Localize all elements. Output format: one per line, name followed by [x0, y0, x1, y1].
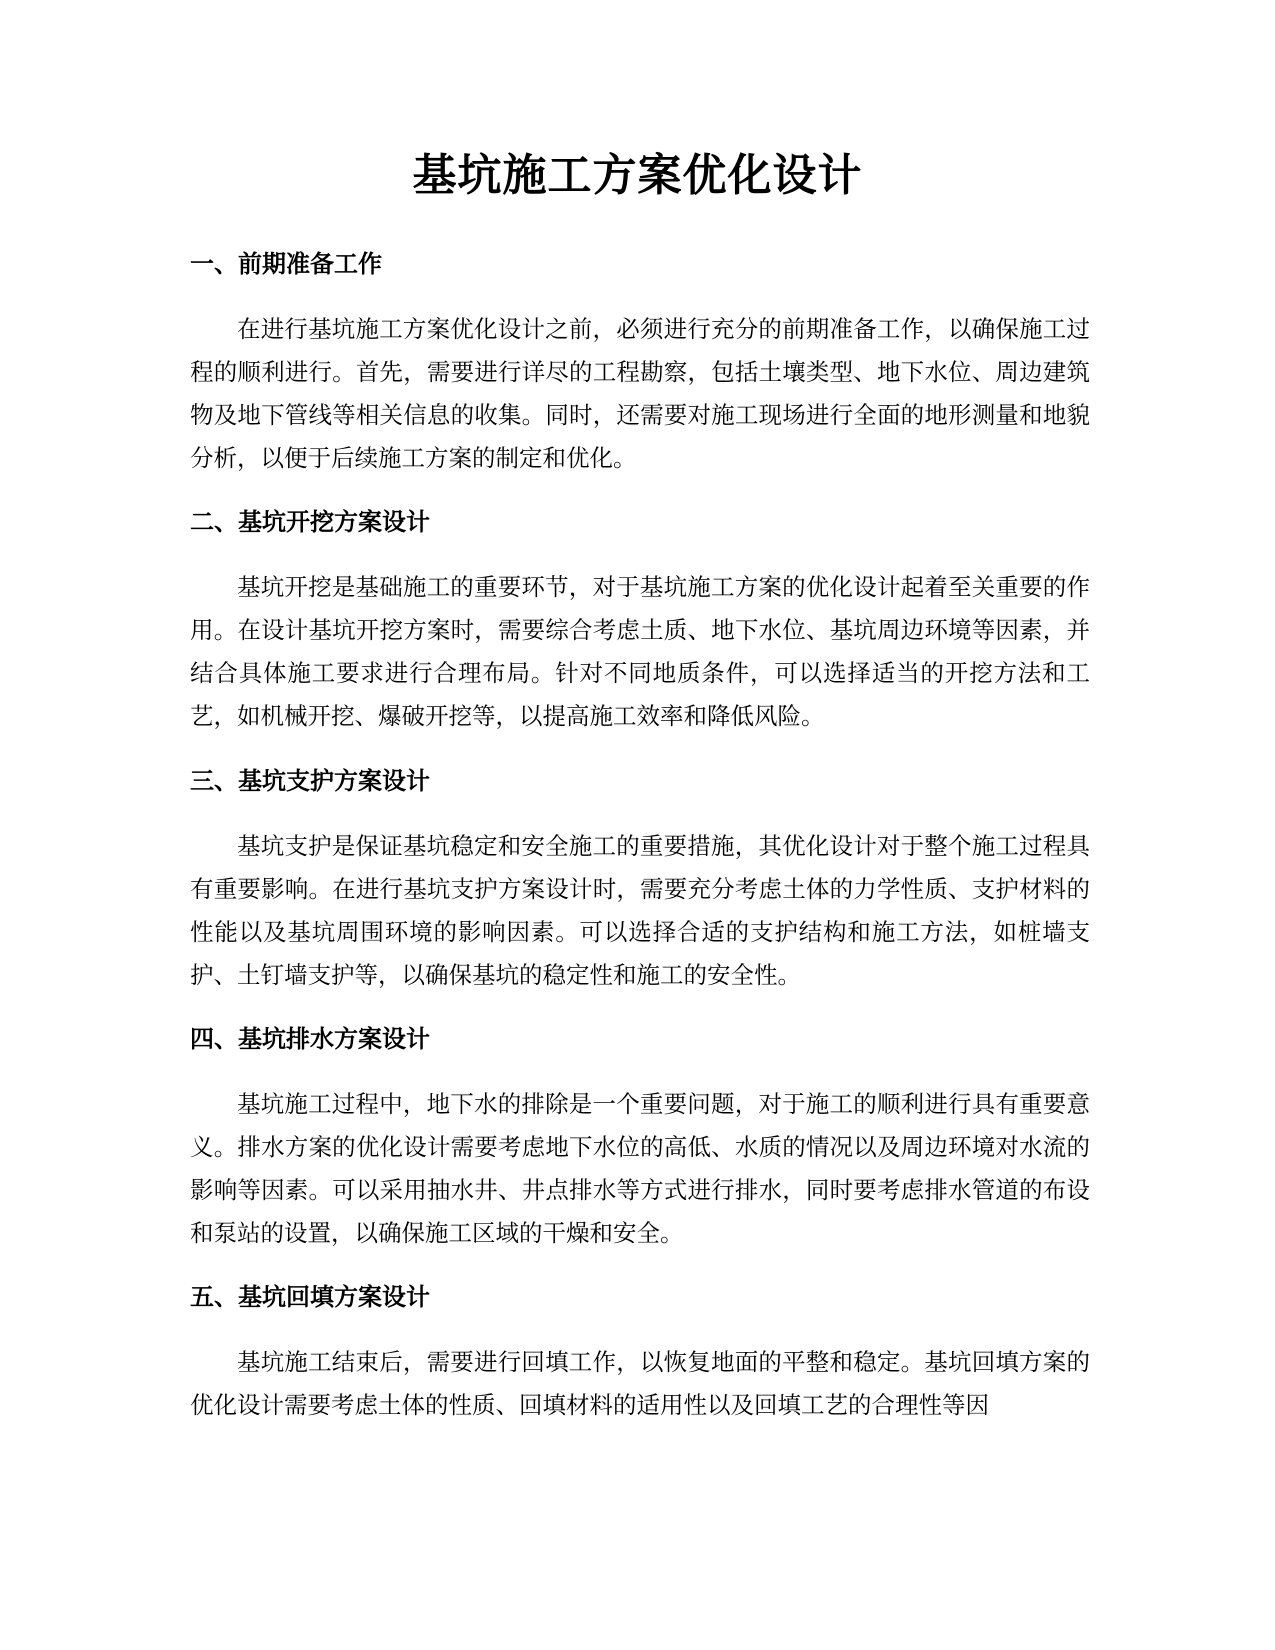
section-preparation	[190, 248, 1090, 480]
section-paragraph: 基坑开挖是基础施工的重要环节，对于基坑施工方案的优化设计起着至关重要的作用。在设计基坑开挖方案时，需要综合考虑土质、地下水位、基坑周边环境等因素，并结合具体施工要求进行合理布局。针对不同地质条件，可以选择适当的开挖方法和工艺，如机械开挖、爆破开挖等，以提高施工效率和降低风险。	[190, 573, 1090, 730]
section-paragraph: 在进行基坑施工方案优化设计之前，必须进行充分的前期准备工作，以确保施工过程的顺利进行。首先，需要进行详尽的工程勘察，包括土壤类型、地下水位、周边建筑物及地下管线等相关信息的收集。同时，还需要对施工现场进行全面的地形测量和地貌分析，以便于后续施工方案的制定和优化。	[190, 315, 1090, 472]
section-paragraph: 基坑支护是保证基坑稳定和安全施工的重要措施，其优化设计对于整个施工过程具有重要影响。在进行基坑支护方案设计时，需要充分考虑土体的力学性质、支护材料的性能以及基坑周围环境的影响因素。可以选择合适的支护结构和施工方法，如桩墙支护、土钉墙支护等，以确保基坑的稳定性和施工的安全性。	[190, 832, 1090, 989]
section-paragraph: 基坑施工结束后，需要进行回填工作，以恢复地面的平整和稳定。基坑回填方案的优化设计需要考虑土体的性质、回填材料的适用性以及回填工艺的合理性等因	[190, 1348, 1090, 1419]
section-paragraph: 基坑施工过程中，地下水的排除是一个重要问题，对于施工的顺利进行具有重要意义。排水方案的优化设计需要考虑地下水位的高低、水质的情况以及周边环境对水流的影响等因素。可以采用抽水井、井点排水等方式进行排水，同时要考虑排水管道的布设和泵站的设置，以确保施工区域的干燥和安全。	[190, 1090, 1090, 1247]
page-title: 基坑施工方案优化设计	[412, 150, 863, 201]
section-heading: 三、基坑支护方案设计	[190, 767, 430, 795]
section-backfill	[190, 1281, 1090, 1427]
section-heading: 五、基坑回填方案设计	[190, 1283, 430, 1311]
section-heading: 四、基坑排水方案设计	[190, 1025, 430, 1053]
section-excavation	[190, 506, 1090, 738]
section-heading: 一、前期准备工作	[190, 250, 382, 278]
section-drainage	[190, 1023, 1090, 1255]
section-support	[190, 765, 1090, 997]
section-heading: 二、基坑开挖方案设计	[190, 508, 430, 536]
